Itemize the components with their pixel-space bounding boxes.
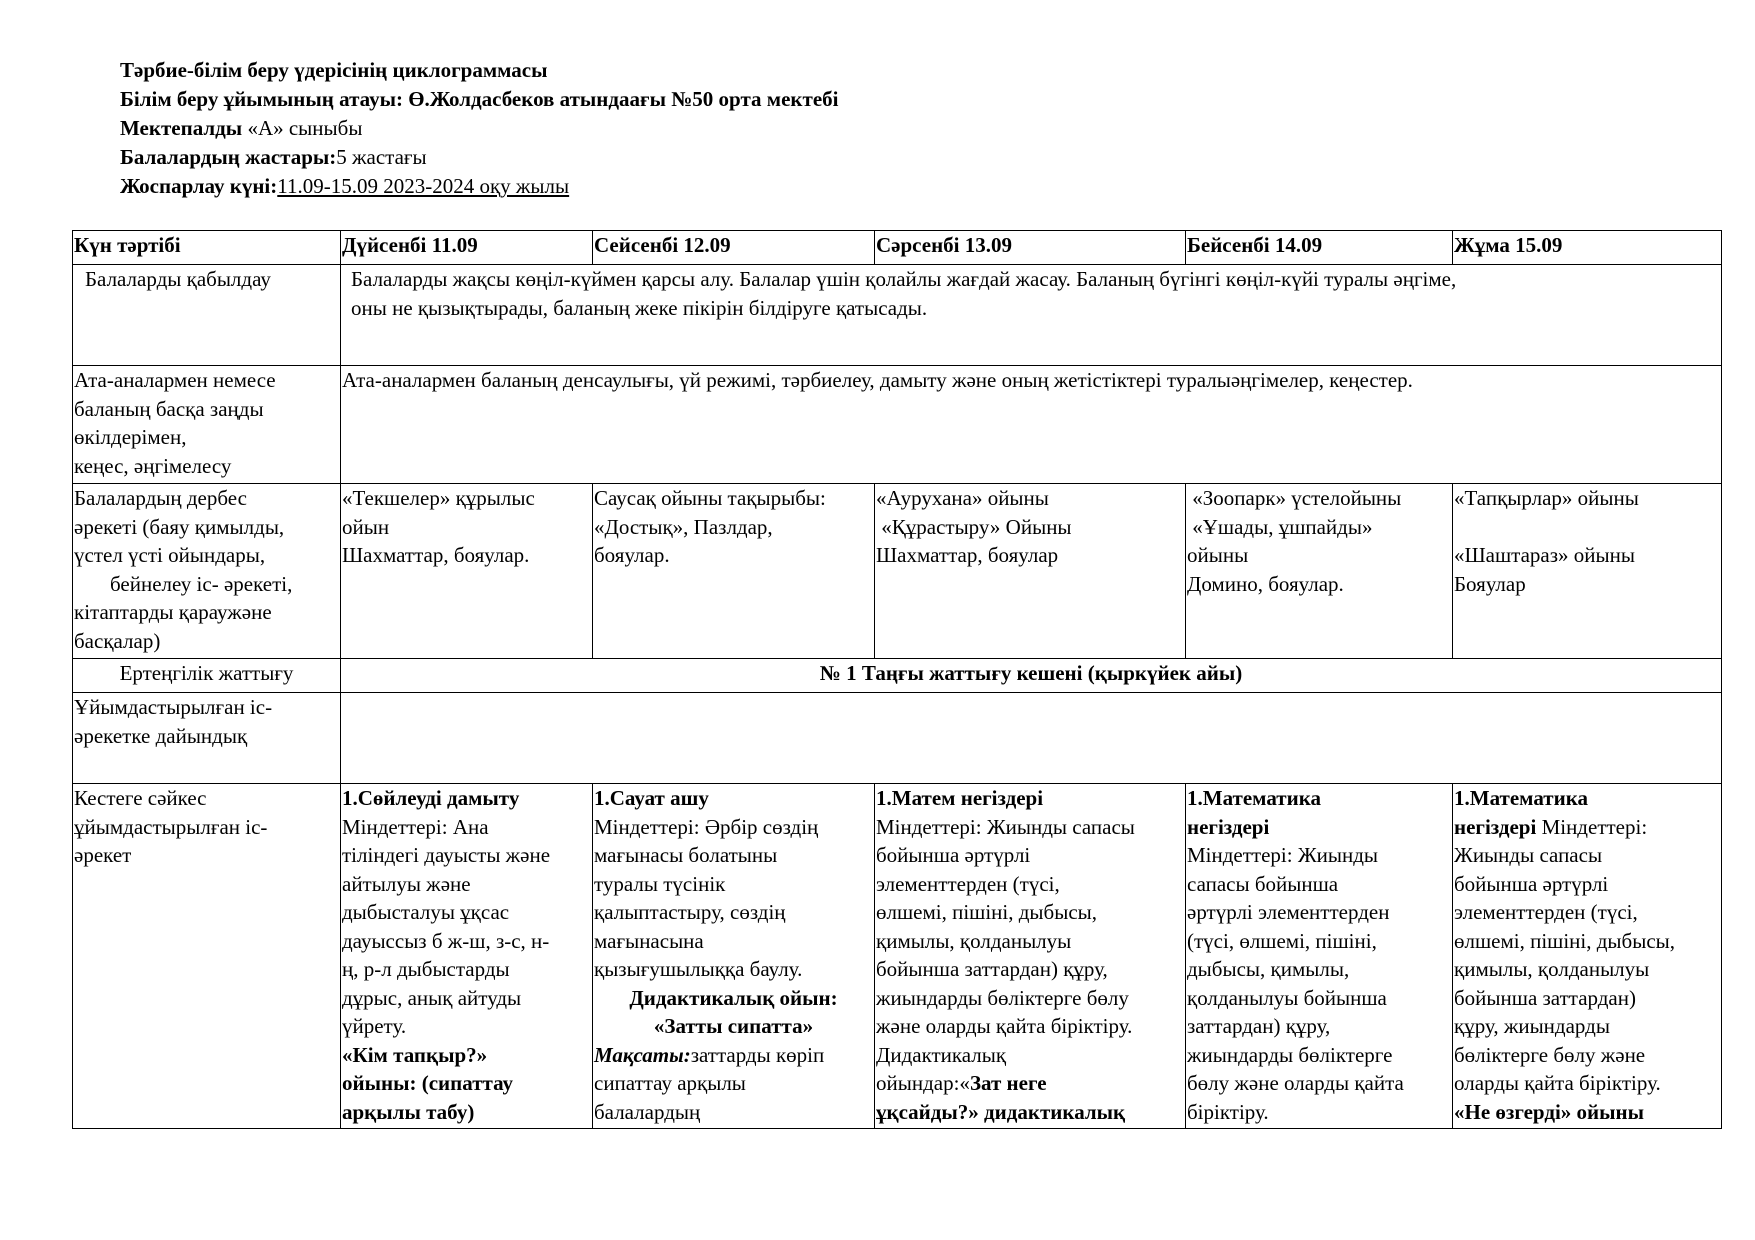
table-row xyxy=(73,366,1722,484)
class-info: Мектепалды «А» сыныбы xyxy=(120,116,363,140)
cell-wednesday: 1.Матем негіздері Міндеттері: Жиынды сапасы бойынша әртүрлі элементтерден (түсі, өлшемі, пішіні, дыбысы, қимылы, қолданылуы бойынша заттардан) құру, жиындарды бөліктерге бөлу және оларды қайта біріктіру. Дидактикалық ойындар:«Зат неге ұқсайды?» дидактикалық xyxy=(875,784,1186,1129)
organization-name: Білім беру ұйымының атауы: Ө.Жолдасбеков атындаағы №50 орта мектебі xyxy=(120,87,839,111)
column-header: Сейсенбі 12.09 xyxy=(593,231,875,265)
row-content: Ата-аналармен баланың денсаулығы, үй режимі, тәрбиелеу, дамыту және оның жетістіктері туралыәңгімелер, кеңестер. xyxy=(341,366,1722,484)
table-header-row xyxy=(73,231,1722,265)
row-content: № 1 Таңғы жаттығу кешені (қыркүйек айы) xyxy=(341,659,1722,693)
column-header: Сәрсенбі 13.09 xyxy=(875,231,1186,265)
column-header: Жұма 15.09 xyxy=(1453,231,1722,265)
cell-thursday: 1.Математика негіздері Міндеттері: Жиынды сапасы бойынша әртүрлі элементтерден (түсі, өлшемі, пішіні, дыбысы, қимылы, қолданылуы бойынша заттардан) құру, жиындарды бөліктерге бөлу және оларды қайта біріктіру. xyxy=(1186,784,1453,1129)
cell-friday: 1.Математика негіздері Міндеттері: Жиынды сапасы бойынша әртүрлі элементтерден (түсі, өлшемі, пішіні, дыбысы, қимылы, қолданылуы бойынша заттардан) құру, жиындарды бөліктерге бөлу және оларды қайта біріктіру. «Не өзгерді» ойыны xyxy=(1453,784,1722,1129)
cell-tuesday: 1.Сауат ашу Міндеттері: Әрбір сөздің мағынасы болатыны туралы түсінік қалыптастыру, сөздің мағынасына қызығушылыққа баулу. Дидактикалық ойын: «Затты сипатта» Мақсаты:заттарды көріп сипаттау арқылы балалардың xyxy=(593,784,875,1129)
table-row xyxy=(73,693,1722,784)
cell-wednesday: «Аурухана» ойыны «Құрастыру» Ойыны Шахматтар, бояулар xyxy=(875,484,1186,659)
planning-date: Жоспарлау күні:11.09-15.09 2023-2024 оқу жылы xyxy=(120,174,570,198)
document-title: Тәрбие-білім беру үдерісінің циклограммасы xyxy=(120,58,548,82)
row-label: Балалардың дербес әрекеті (баяу қимылды, үстел үсті ойындары, бейнелеу іс- әрекеті, кітаптарды қараужәне басқалар) xyxy=(73,484,341,659)
table-row xyxy=(73,265,1722,366)
row-label: Ертеңгілік жаттығу xyxy=(73,659,341,693)
cell-monday: 1.Сөйлеуді дамыту Міндеттері: Ана тіліндегі дауысты және айтылуы және дыбысталуы ұқсас дауыссыз б ж-ш, з-с, н- ң, р-л дыбыстарды дұрыс, анық айтуды үйрету. «Кім тапқыр?» ойыны: (сипаттау арқылы табу) xyxy=(341,784,593,1129)
cyclogram-table xyxy=(72,230,1722,1129)
table-row xyxy=(73,484,1722,659)
row-content: Балаларды жақсы көңіл-күймен қарсы алу. Балалар үшін қолайлы жағдай жасау. Баланың бүгінгі көңіл-күйі туралы әңгіме, оны не қызықтырады, баланың жеке пікірін білдіруге қатысады. xyxy=(341,265,1722,366)
table-row xyxy=(73,659,1722,693)
cell-monday: «Текшелер» құрылыс ойын Шахматтар, бояулар. xyxy=(341,484,593,659)
row-label: Балаларды қабылдау xyxy=(73,265,341,366)
row-label: Ұйымдастырылған іс- әрекетке дайындық xyxy=(73,693,341,784)
column-header: Дүйсенбі 11.09 xyxy=(341,231,593,265)
cell-tuesday: Саусақ ойыны тақырыбы: «Достық», Пазлдар, бояулар. xyxy=(593,484,875,659)
column-header: Бейсенбі 14.09 xyxy=(1186,231,1453,265)
row-content xyxy=(341,693,1722,784)
age-info: Балалардың жастары:5 жастағы xyxy=(120,145,427,169)
row-label: Кестеге сәйкес ұйымдастырылған іс- әрекет xyxy=(73,784,341,1129)
table-row xyxy=(73,784,1722,1129)
document-header xyxy=(120,56,838,201)
column-header: Күн тәртібі xyxy=(73,231,341,265)
cell-thursday: «Зоопарк» үстелойыны «Ұшады, ұшпайды» ойыны Домино, бояулар. xyxy=(1186,484,1453,659)
cell-friday: «Тапқырлар» ойыны «Шаштараз» ойыны Бояулар xyxy=(1453,484,1722,659)
row-label: Ата-аналармен немесе баланың басқа заңды өкілдерімен, кеңес, әңгімелесу xyxy=(73,366,341,484)
